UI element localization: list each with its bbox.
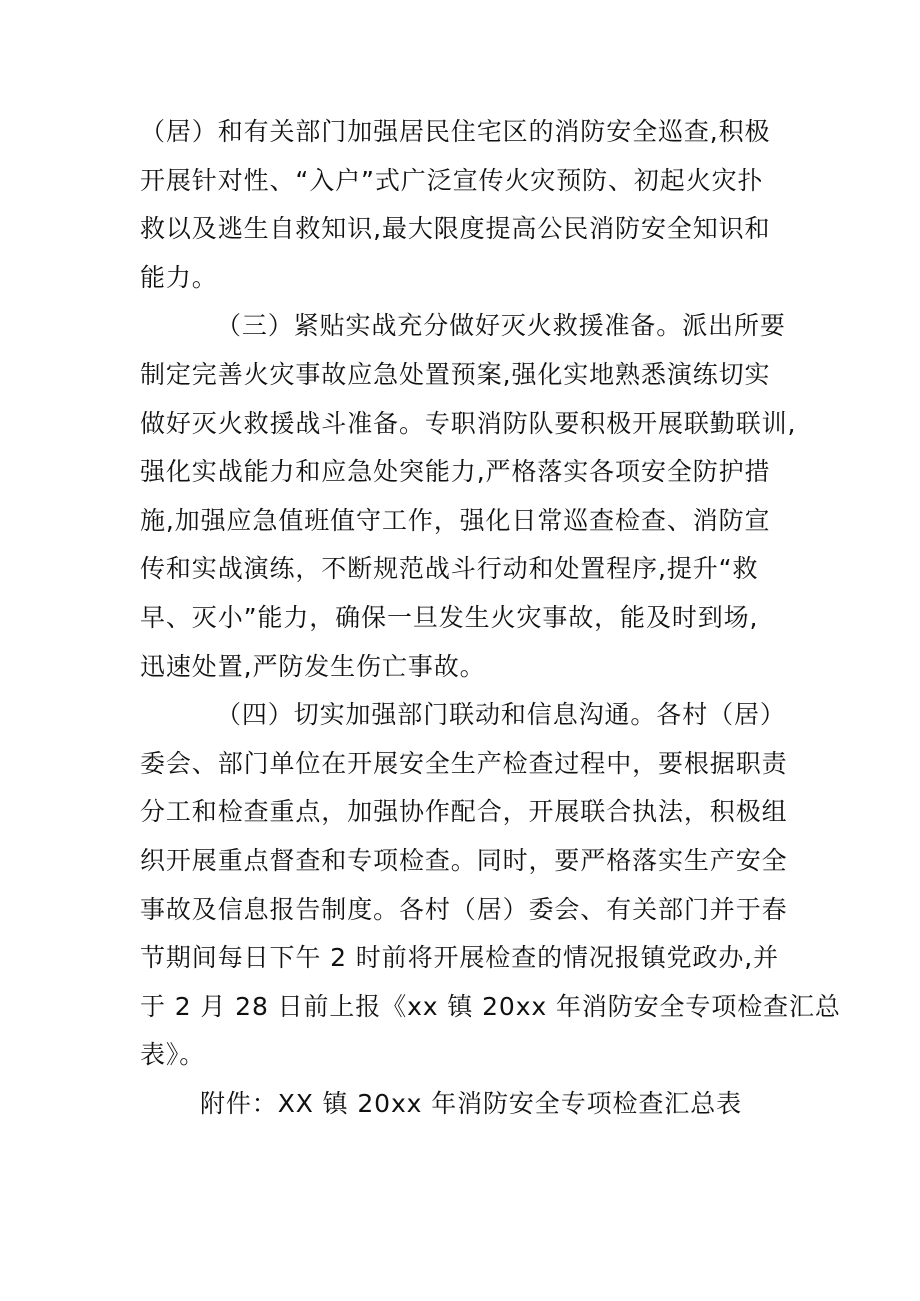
- text-line: 做好灭火救援战斗准备。专职消防队要积极开展联勤联训,: [140, 408, 797, 438]
- text-line: 开展针对性、“入户”式广泛宣传火灾预防、初起火灾扑: [140, 165, 764, 195]
- text-line: 织开展重点督查和专项检查。同时，要严格落实生产安全: [140, 845, 788, 875]
- text-line: 强化实战能力和应急处突能力,严格落实各项安全防护措: [140, 457, 771, 487]
- text-line: 施,加强应急值班值守工作，强化日常巡查检查、消防宣: [140, 505, 771, 535]
- text-line: （居）和有关部门加强居民住宅区的消防安全巡查,积极: [140, 117, 771, 146]
- text-line: 节期间每日下午 2 时前将开展检查的情况报镇党政办,并: [140, 943, 780, 973]
- text-line: 分工和检查重点，加强协作配合，开展联合执法，积极组: [140, 797, 788, 827]
- attachment-note: 附件：XX 镇 20xx 年消防安全专项检查汇总表: [200, 1088, 742, 1118]
- text-line: 早、灭小”能力，确保一旦发生火灾事故，能及时到场,: [140, 602, 759, 632]
- document-body: [140, 108, 841, 1128]
- paragraph-section-3: [140, 302, 797, 691]
- text-line: 制定完善火灾事故应急处置预案,强化实地熟悉演练切实: [140, 359, 771, 389]
- text-line: （三）紧贴实战充分做好灭火救援准备。派出所要: [216, 311, 786, 341]
- text-line: 事故及信息报告制度。各村（居）委会、有关部门并于春: [140, 894, 788, 924]
- text-line: 传和实战演练，不断规范战斗行动和处置程序,提升“救: [140, 554, 759, 584]
- text-line: 委会、部门单位在开展安全生产检查过程中，要根据职责: [140, 748, 788, 778]
- text-line: 救以及逃生自救知识,最大限度提高公民消防安全知识和: [140, 214, 771, 244]
- text-line: 表》。: [140, 1040, 206, 1070]
- paragraph-continuation: [140, 108, 790, 302]
- paragraph-section-4: [140, 691, 841, 1080]
- text-line: （四）切实加强部门联动和信息沟通。各村（居）: [216, 700, 786, 730]
- text-line: 能力。: [140, 262, 218, 292]
- text-line: 于 2 月 28 日前上报《xx 镇 20xx 年消防安全专项检查汇总: [140, 991, 841, 1021]
- text-line: 迅速处置,严防发生伤亡事故。: [140, 651, 486, 681]
